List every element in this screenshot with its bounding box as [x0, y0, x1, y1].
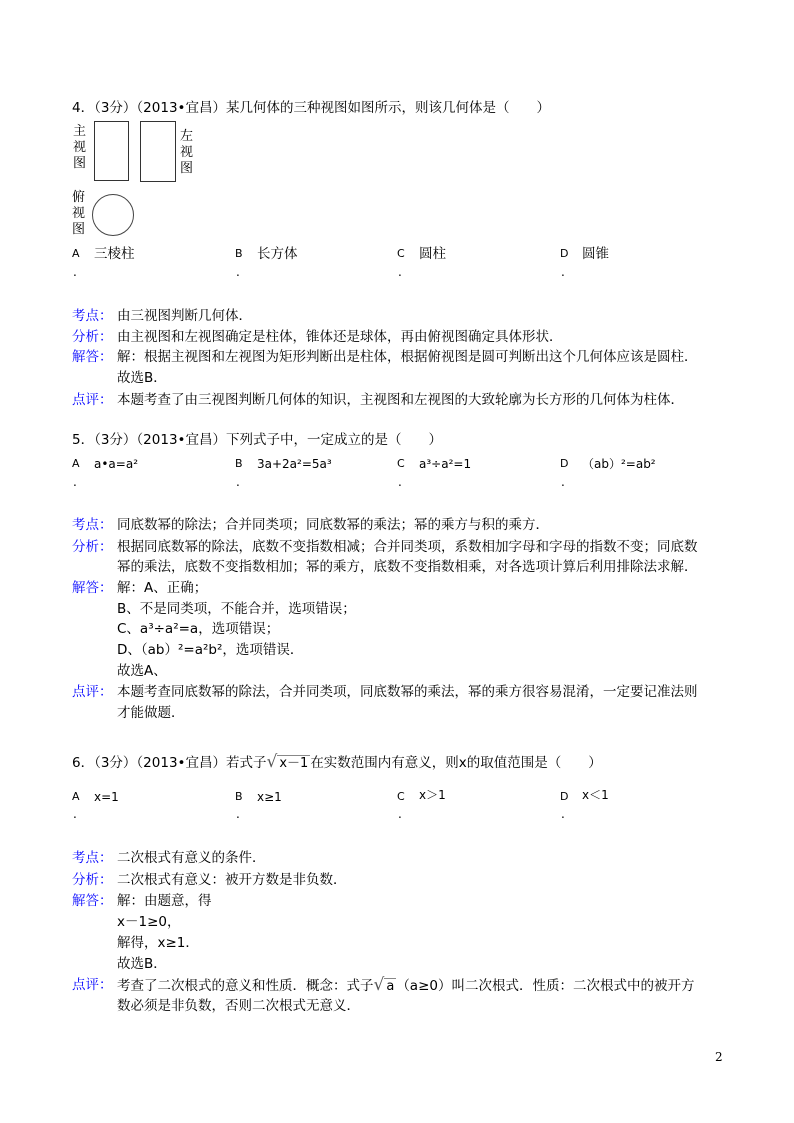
option-a: a•a=a²	[94, 457, 139, 471]
option-letter: C	[397, 457, 405, 470]
sqrt-icon: √	[373, 975, 385, 995]
kaodian-label: 考点：	[72, 850, 113, 866]
stem-text: 在实数范围内有意义，则x的取值范围是（ ）	[310, 755, 602, 771]
fenxi-text: 由主视图和左视图确定是柱体，锥体还是球体，再由俯视图确定具体形状．	[117, 329, 563, 345]
jieda-text: 故选B．	[117, 956, 167, 972]
jieda-label: 解答：	[72, 349, 113, 365]
option-a: 三棱柱	[94, 246, 135, 262]
option-a: x=1	[94, 790, 119, 804]
jieda-text: 解得，x≥1．	[117, 935, 199, 951]
option-d: x＜1	[582, 788, 609, 802]
dianping-text: 数必须是非负数，否则二次根式无意义．	[117, 998, 360, 1014]
option-dot: .	[561, 807, 565, 821]
option-letter: B	[235, 790, 243, 803]
sqrt-icon: √	[266, 752, 278, 772]
fenxi-text: 幂的乘法，底数不变指数相加；幂的乘方，底数不变指数相乘，对各选项计算后利用排除法求解．	[117, 559, 698, 575]
option-dot: .	[236, 265, 240, 279]
option-dot: .	[398, 475, 402, 489]
top-view-label: 俯视图	[72, 190, 86, 237]
option-c: x＞1	[419, 788, 446, 802]
jieda-text: 解：根据主视图和左视图为矩形判断出是柱体，根据俯视图是圆可判断出这个几何体应该是圆柱．	[117, 349, 698, 365]
jieda-text: 解：A、正确；	[117, 580, 208, 596]
kaodian-text: 同底数幂的除法；合并同类项；同底数幂的乘法；幂的乘方与积的乘方．	[117, 517, 549, 533]
page-number: 2	[715, 1050, 723, 1064]
option-dot: .	[73, 265, 77, 279]
dianping-text-part: 考查了二次根式的意义和性质．概念：式子	[117, 978, 374, 994]
top-view-circle	[92, 194, 134, 236]
option-letter: B	[235, 247, 243, 260]
dianping-text: 本题考查了由三视图判断几何体的知识，主视图和左视图的大致轮廓为长方形的几何体为柱体．	[117, 392, 684, 408]
fenxi-label: 分析：	[72, 329, 113, 345]
option-letter: A	[72, 247, 80, 260]
dianping-text: 本题考查同底数幂的除法，合并同类项，同底数幂的乘法，幂的乘方很容易混淆，一定要记准法则	[117, 684, 698, 700]
option-letter: D	[560, 790, 569, 803]
kaodian-text: 二次根式有意义的条件．	[117, 850, 266, 866]
question-6-stem	[72, 753, 602, 773]
option-dot: .	[398, 807, 402, 821]
jieda-label: 解答：	[72, 580, 113, 596]
option-letter: A	[72, 457, 80, 470]
jieda-text: 解：由题意，得	[117, 893, 212, 909]
jieda-text: x－1≥0，	[117, 914, 181, 930]
option-letter: B	[235, 457, 243, 470]
radicand: x－1	[279, 756, 309, 771]
dianping-text-part: （a≥0）叫二次根式．性质：二次根式中的被开方	[396, 978, 695, 994]
front-view-rectangle	[94, 121, 129, 181]
option-c: 圆柱	[419, 246, 446, 262]
front-view-label: 主视图	[73, 124, 87, 171]
kaodian-text: 由三视图判断几何体．	[117, 308, 252, 324]
jieda-text: C、a³÷a²=a，选项错误；	[117, 621, 280, 637]
option-b: 3a+2a²=5a³	[257, 457, 332, 471]
sqrt-expression	[267, 753, 311, 773]
sqrt-expression	[374, 976, 397, 996]
kaodian-label: 考点：	[72, 517, 113, 533]
kaodian-label: 考点：	[72, 308, 113, 324]
option-d: 圆锥	[582, 246, 609, 262]
dianping-label: 点评：	[72, 977, 113, 993]
option-dot: .	[236, 807, 240, 821]
radicand: a	[386, 979, 395, 994]
option-letter: C	[397, 790, 405, 803]
option-dot: .	[561, 475, 565, 489]
option-d: （ab）²=ab²	[582, 457, 656, 471]
left-view-label: 左视图	[180, 129, 194, 176]
option-dot: .	[73, 807, 77, 821]
fenxi-label: 分析：	[72, 539, 113, 555]
left-view-rectangle	[140, 121, 176, 182]
jieda-text: 故选A、	[117, 663, 167, 679]
jieda-text: 故选B．	[117, 370, 167, 386]
fenxi-label: 分析：	[72, 872, 113, 888]
option-letter: C	[397, 247, 405, 260]
option-c: a³÷a²=1	[419, 457, 472, 471]
option-letter: D	[560, 457, 569, 470]
option-letter: D	[560, 247, 569, 260]
option-dot: .	[236, 475, 240, 489]
option-dot: .	[398, 265, 402, 279]
option-b: x≥1	[257, 790, 282, 804]
dianping-label: 点评：	[72, 684, 113, 700]
option-dot: .	[561, 265, 565, 279]
question-4-stem: 4．（3分）（2013•宜昌）某几何体的三种视图如图所示，则该几何体是（ ）	[72, 100, 550, 116]
option-letter: A	[72, 790, 80, 803]
stem-text: 6．（3分）（2013•宜昌）若式子	[72, 755, 267, 771]
dianping-label: 点评：	[72, 392, 113, 408]
jieda-label: 解答：	[72, 893, 113, 909]
option-b: 长方体	[257, 246, 298, 262]
fenxi-text: 根据同底数幂的除法，底数不变指数相减；合并同类项，系数相加字母和字母的指数不变；同底数	[117, 539, 698, 555]
option-dot: .	[73, 475, 77, 489]
jieda-text: B、不是同类项，不能合并，选项错误；	[117, 601, 356, 617]
fenxi-text: 二次根式有意义：被开方数是非负数．	[117, 872, 347, 888]
jieda-text: D、（ab）²=a²b²，选项错误．	[117, 642, 304, 658]
dianping-text: 才能做题．	[117, 705, 185, 721]
dianping-text	[117, 976, 695, 996]
question-5-stem: 5．（3分）（2013•宜昌）下列式子中，一定成立的是（ ）	[72, 432, 442, 448]
